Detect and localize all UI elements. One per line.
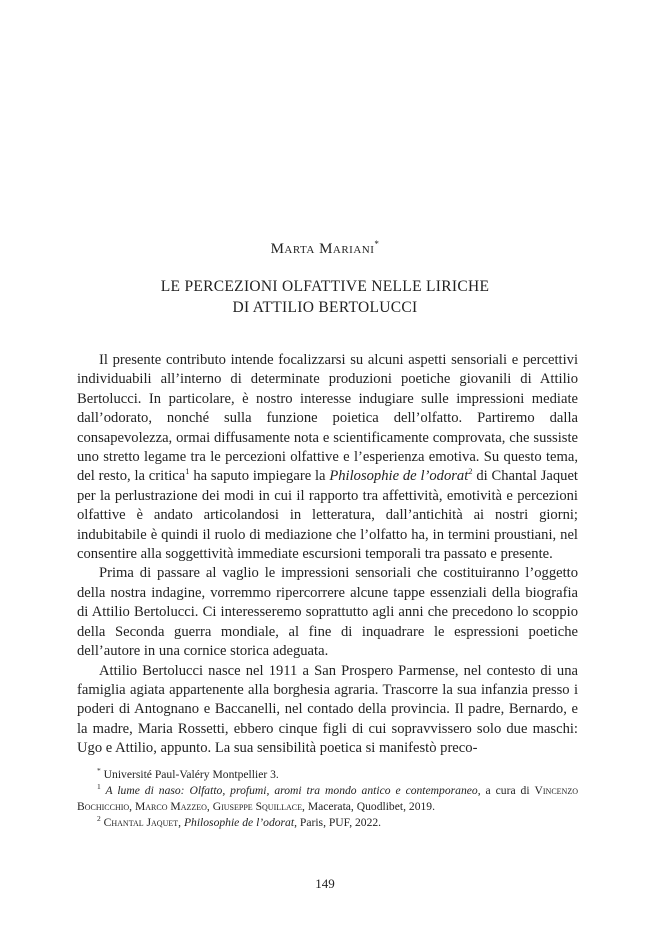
paragraph-1-text-c: di Chantal Jaquet per la perlustrazione dei modi in cui il rapporto tra affettività, emotività e percezioni olfattive è andato articolandosi in letteratura, dall’antichità ai nostri giorni; indubitabile è quindi il ruolo di mediazione che l’olfatto ha, in termini proustiani, nel consentire alla soggettività immediate escursioni temporali tra passato e presente. [77,468,578,563]
footnote-2-author: Chantal Jaquet [100,816,179,829]
footnote-ref-1: 1 [185,466,190,477]
footnote-1-editors: Vincenzo Bochicchio, Marco Mazzeo, Giuseppe Squillace [77,784,578,813]
footnote-2-end: , Paris, PUF, 2022. [294,816,382,829]
footnote-author-mark: * [97,766,101,776]
paragraph-1-text-a: Il presente contributo intende focalizzarsi su alcuni aspetti sensoriali e percettivi individuabili all’interno di determinate produzioni poetiche giovanili di Attilio Bertolucci. In particolare, è nostro interesse indugiare sulle impressioni mediate dall’odorato, nonché sulla funzione poietica dell’olfatto. Partiremo dalla consapevolezza, ormai diffusamente nota e scientificamente comprovata, che sussiste uno stretto legame tra le percezioni olfattive e l’esperienza emotiva. Su questo tema, del resto, la critica [77,352,578,485]
footnote-2-mark: 2 [97,814,101,824]
paragraph-1-text-b: ha saputo impiegare la [189,468,330,485]
author-note-mark: * [374,239,380,249]
paragraph-1 [77,351,578,564]
author-text: Marta Mariani [270,241,375,257]
footnote-1-mark: 1 [97,782,101,792]
author-name [0,241,650,258]
title-line-2: DI ATTILIO BERTOLUCCI [232,299,418,316]
footnote-2 [77,815,578,831]
footnote-author [77,767,578,783]
paragraph-1-italic-title: Philosophie de l’odorat [329,468,469,485]
footnote-1-mid: , a cura di [477,784,535,797]
footnote-1-italic: A lume di naso: Olfatto, profumi, aromi tra mondo antico e contemporaneo [100,784,478,797]
paragraph-3: Attilio Bertolucci nasce nel 1911 a San Prospero Parmense, nel contesto di una famiglia agiata appartenente alla borghesia agraria. Trascorre la sua infanzia presso i poderi di Antognano e Baccanelli, nel contado della provincia. Il padre, Bernardo, e la madre, Maria Rossetti, ebbero cinque figli di cui sopravvissero solo due maschi: Ugo e Attilio, appunto. La sua sensibilità poetica si manifestò preco- [77,662,578,757]
footnote-1 [77,783,578,815]
footnote-author-text: Université Paul-Valéry Montpellier 3. [100,768,279,781]
paragraph-2: Prima di passare al vaglio le impressioni sensoriali che costituiranno l’oggetto della nostra indagine, vorremmo ripercorrere alcune tappe essenziali della biografia di Attilio Bertolucci. Ci interesseremo soprattutto agli anni che precedono lo scoppio della Seconda guerra mondiale, al fine di inquadrare le espressioni poetiche dell’autore in una cornice storica adeguata. [77,565,578,660]
footnote-1-end: , Macerata, Quodlibet, 2019. [302,800,435,813]
title-line-1: LE PERCEZIONI OLFATTIVE NELLE LIRICHE [160,278,490,295]
article-title [0,276,650,318]
footnote-2-italic: Philosophie de l’odorat [183,816,295,829]
body-text [77,351,578,759]
footnote-ref-2: 2 [468,466,473,477]
page-number: 149 [315,876,335,891]
footnote-2-sep: , [178,816,184,829]
footnotes [77,767,578,831]
